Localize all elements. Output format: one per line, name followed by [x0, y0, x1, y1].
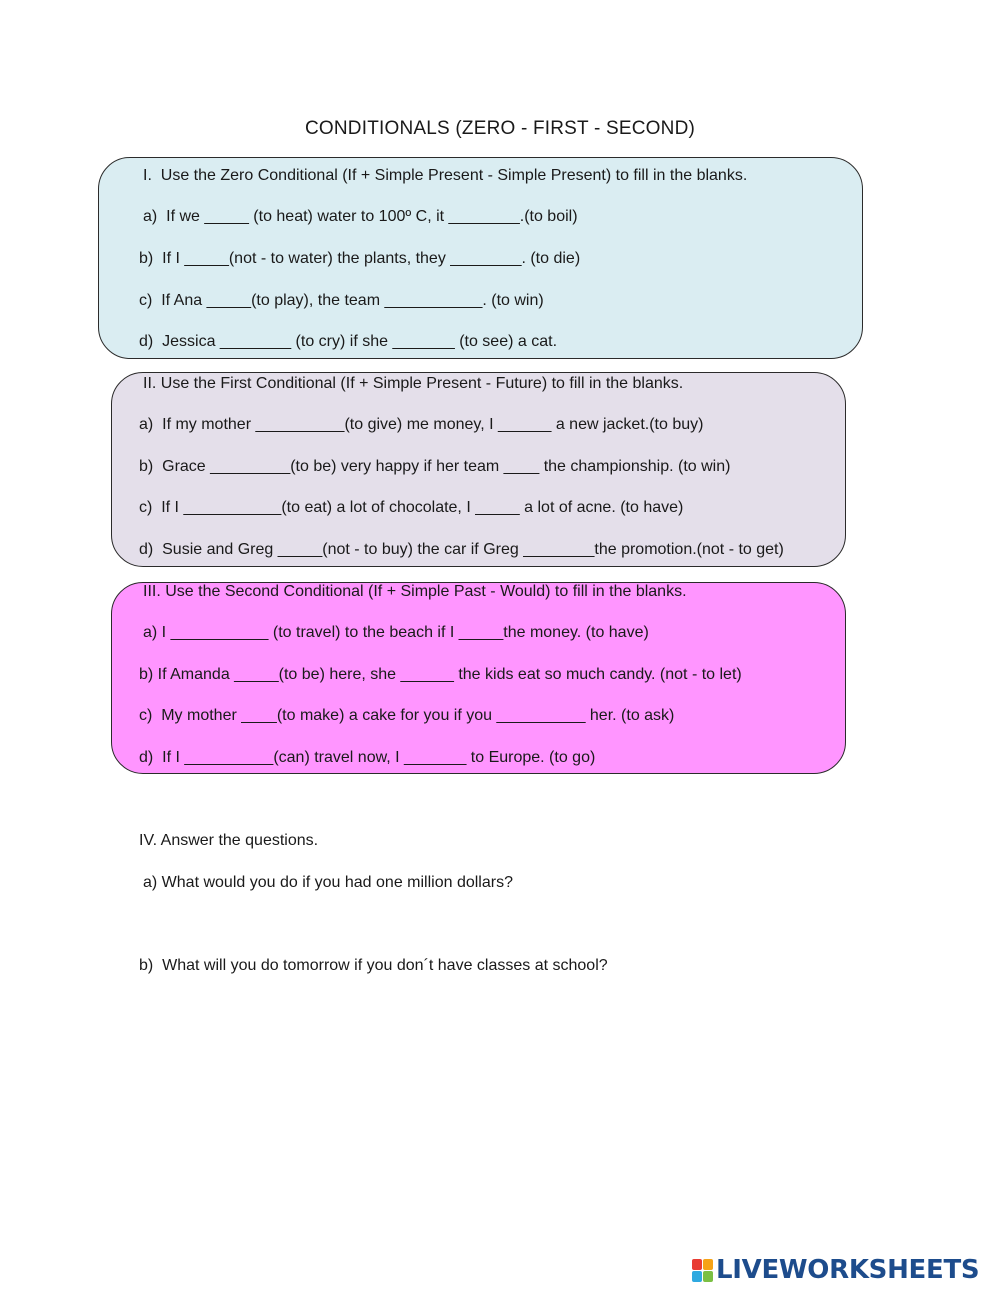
second-conditional-heading: III. Use the Second Conditional (If + Simple Past - Would) to fill in the blanks. — [143, 583, 687, 600]
logo-text: LIVEWORKSHEETS — [716, 1255, 980, 1285]
zero-conditional-heading: I. Use the Zero Conditional (If + Simple Present - Simple Present) to fill in the blanks. — [143, 167, 748, 184]
question-item: a) What would you do if you had one million dollars? — [143, 874, 513, 891]
exercise-item: d) Jessica ________ (to cry) if she _______ (to see) a cat. — [139, 333, 558, 350]
exercise-item: b) If Amanda _____(to be) here, she ______ the kids eat so much candy. (not - to let) — [139, 666, 742, 683]
exercise-item: d) Susie and Greg _____(not - to buy) the car if Greg ________the promotion.(not - to get) — [139, 541, 784, 558]
exercise-item: a) If we _____ (to heat) water to 100º C, it ________.(to boil) — [143, 208, 578, 225]
first-conditional-heading: II. Use the First Conditional (If + Simple Present - Future) to fill in the blanks. — [143, 375, 684, 392]
logo-tile — [692, 1259, 702, 1270]
exercise-item: c) My mother ____(to make) a cake for you if you __________ her. (to ask) — [139, 707, 675, 724]
exercise-item: a) I ___________ (to travel) to the beach if I _____the money. (to have) — [143, 624, 649, 641]
liveworksheets-logo[interactable] — [692, 1256, 979, 1284]
logo-tile — [703, 1259, 713, 1270]
questions-heading: IV. Answer the questions. — [139, 832, 319, 849]
exercise-item: b) If I _____(not - to water) the plants, they ________. (to die) — [139, 250, 581, 267]
exercise-item: c) If Ana _____(to play), the team ___________. (to win) — [139, 292, 544, 309]
exercise-item: b) Grace _________(to be) very happy if her team ____ the championship. (to win) — [139, 458, 731, 475]
logo-tile — [692, 1271, 702, 1282]
exercise-item: c) If I ___________(to eat) a lot of chocolate, I _____ a lot of acne. (to have) — [139, 499, 684, 516]
page-title: CONDITIONALS (ZERO - FIRST - SECOND) — [304, 118, 696, 139]
logo-tile — [703, 1271, 713, 1282]
logo-icon — [692, 1259, 712, 1281]
exercise-item: a) If my mother __________(to give) me money, I ______ a new jacket.(to buy) — [139, 416, 704, 433]
exercise-item: d) If I __________(can) travel now, I _______ to Europe. (to go) — [139, 749, 596, 766]
question-item: b) What will you do tomorrow if you don´t have classes at school? — [139, 957, 608, 974]
